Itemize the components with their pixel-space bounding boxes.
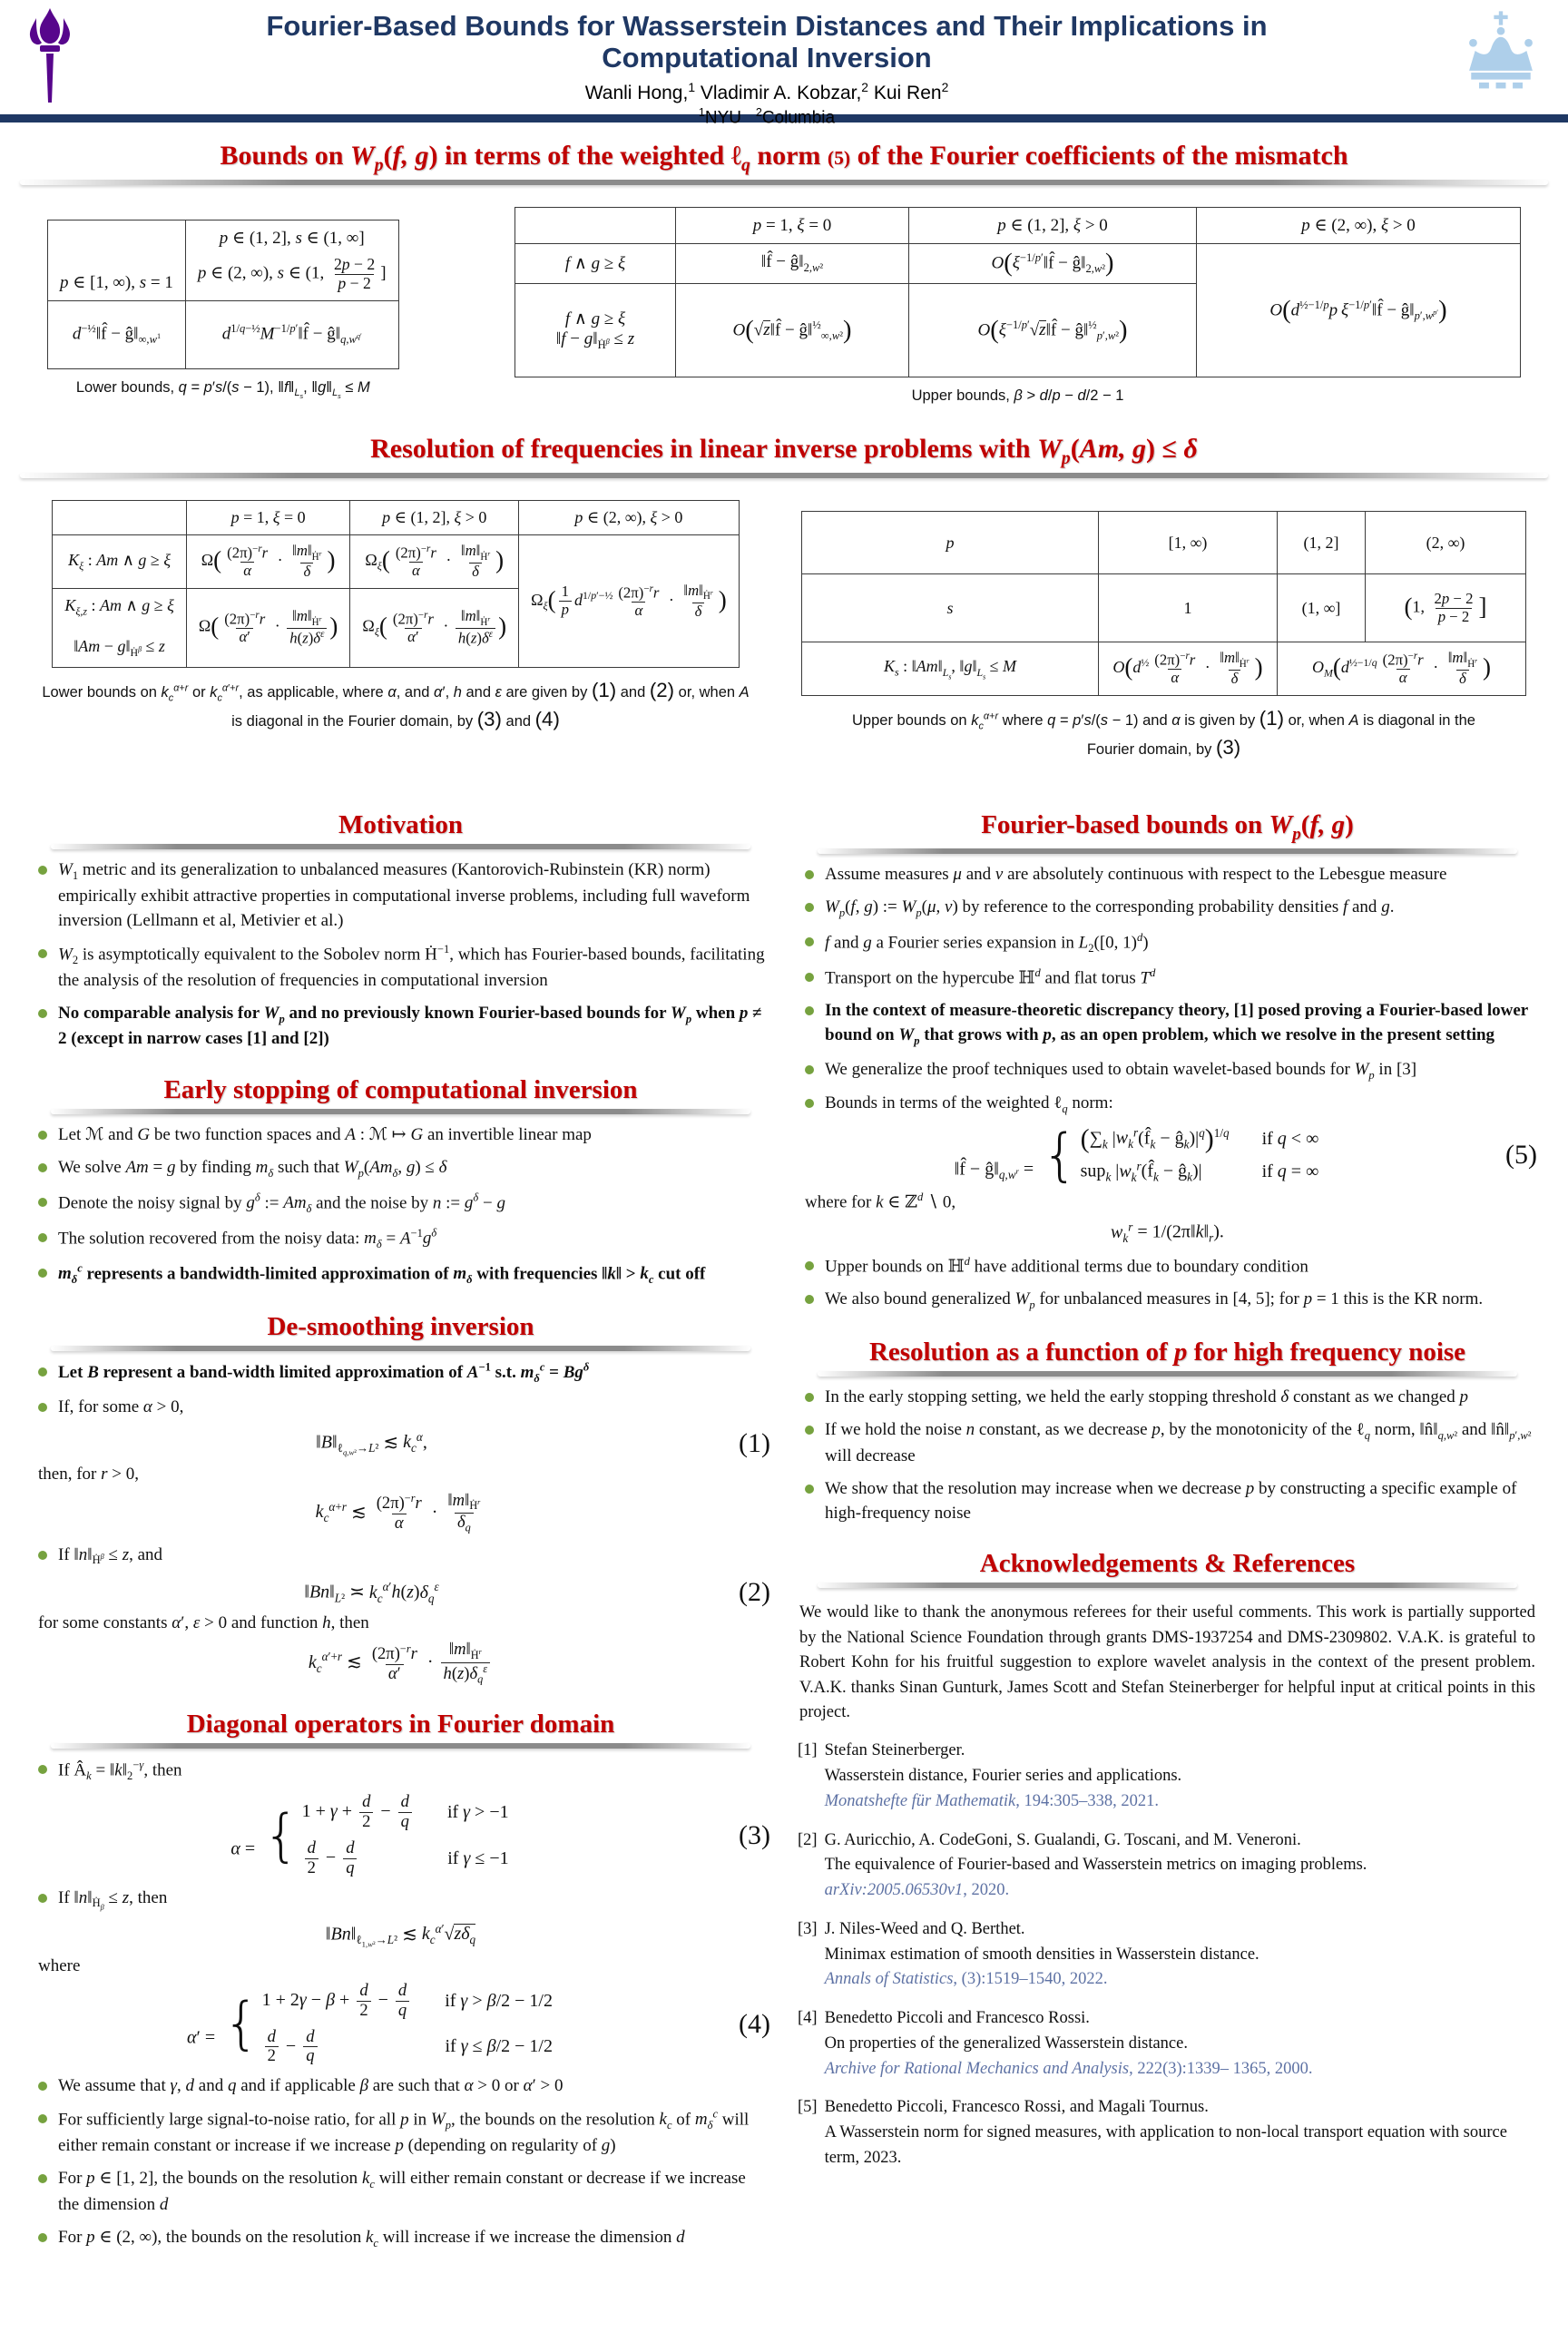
- equation-4: α′ = { 1 + 2γ − β + $\frac{d}{2}$ − $\frac{d}{q}$ if γ > β/2 − 1/2 $\frac{d}{2}$ − $\frac{d}{q}$ if γ ≤ β/2 − 1/2 (4): [187, 1980, 770, 2066]
- poster-title: Fourier-Based Bounds for Wasserstein Distances and Their Implications in Computational Inversion: [266, 10, 1268, 74]
- bullet-icon: [38, 1198, 47, 1207]
- bullet-icon: [805, 1065, 814, 1074]
- list-item: We generalize the proof techniques used to obtain wavelet-based bounds for $W_p$ in [3]: [803, 1058, 1537, 1084]
- list-item: If $‖n‖_{Ḣ_\beta} \le z$, then: [36, 1886, 770, 1914]
- bullet-icon: [38, 2082, 47, 2091]
- resolution-lower-caption: Lower bounds on $k_c^{\alpha+r}$ or $k_c^{\alpha'+r}$, as applicable, where α, and α′, h and ε are given by (1) and (2) or, when A is diagonal in the Fourier domain, by (3) and (4): [42, 678, 750, 731]
- bullet-icon: [805, 1426, 814, 1435]
- section-heading-early-stopping: Early stopping of computational inversion: [163, 1075, 638, 1105]
- table-cell: $\Omega_\xi$( $\frac{(2\pi)^{-r}r}{\alpha}$ · $\frac{‖m‖_{Ḣ^r}}{\delta}$ ): [350, 535, 519, 588]
- reference-item: [3] J. Niles-Weed and Q. Berthet. Minimax estimation of smooth densities in Wasserstein distance. Annals of Statistics, (3):1519–1540, 2022.: [798, 1919, 1259, 1989]
- equation-2: $‖Bn‖_{L^2}$ ≍ $k_c^{\alpha'}h(z)\delta_q^\varepsilon$ (2): [304, 1577, 770, 1608]
- weight-definition: $w_k^r$ = $1/(2\pi‖k‖_r)$.: [1111, 1220, 1224, 1246]
- reference-item: [5] Benedetto Piccoli, Francesco Rossi, and Magali Tournus. A Wasserstein norm for signed measures, with application to non-local transport equation with source term, 2023.: [798, 2098, 1507, 2167]
- list-item: If $Â_k$ = $‖k‖_2^{-\gamma}$, then: [36, 1758, 770, 1785]
- bullet-icon: [805, 1295, 814, 1304]
- table-cell: (1, $\frac{2p - 2}{p - 2}$ ]: [1366, 574, 1526, 642]
- table-cell: [515, 208, 676, 244]
- fourier-bullets: [798, 863, 1537, 1118]
- list-item: If $‖n‖_{Ḣ^\beta} \le z$, and: [36, 1544, 770, 1570]
- resolution-lower-table-block: [42, 500, 750, 733]
- section-heading-bounds: Bounds on $W_p(f$, g) in terms of the weighted ℓ$_q$ norm (5) of the Fourier coefficients of the mismatch: [220, 141, 1348, 175]
- sectionB-tables: [0, 500, 1568, 761]
- section-heading-resolution-p: Resolution as a function of p for high frequency noise: [868, 1337, 1466, 1367]
- diagonal-content-3: [31, 2074, 770, 2251]
- divider: [51, 1109, 750, 1114]
- bullet-icon: [38, 1163, 47, 1172]
- section-heading-acknowledgements: Acknowledgements & References: [979, 1549, 1356, 1579]
- upper-bounds-table-block: [514, 207, 1521, 407]
- equation-1b: $k_c^{\alpha+r}$ ≲ $\frac{(2\pi)^{-r}r}{\alpha}$ · $\frac{‖m‖_{Ḣ^r}}{\delta_q}$: [315, 1490, 481, 1534]
- bullet-icon: [38, 866, 47, 875]
- list-item: We solve Am = g by finding $m_\delta$ such that $W_p(Am_\delta$, g) ≤ δ: [36, 1156, 770, 1182]
- left-column: [31, 787, 770, 2259]
- divider: [51, 1346, 750, 1351]
- list-item: Assume measures μ and ν are absolutely continuous with respect to the Lebesgue measure: [803, 863, 1537, 887]
- bullet-icon: [805, 1099, 814, 1108]
- resolution-upper-table: [801, 511, 1526, 695]
- table-cell: p: [802, 512, 1099, 574]
- bullet-icon: [805, 1485, 814, 1494]
- bullet-icon: [805, 1006, 814, 1015]
- table-cell: (2, ∞): [1366, 512, 1526, 574]
- bullet-icon: [805, 1393, 814, 1402]
- table-cell: $\Omega_\xi$( $\frac{(2\pi)^{-r}r}{\alpha'}$ · $\frac{‖m‖_{Ḣ^r}}{h(z)\delta^\varepsilon}$ ): [350, 588, 519, 667]
- header: [0, 0, 1568, 128]
- section-heading-fourier-bounds: Fourier-based bounds on $W_p(f$, g): [981, 810, 1354, 845]
- authors: Wanli Hong,$^1$ Vladimir A. Kobzar,$^2$ Kui Ren$^2$: [584, 80, 949, 104]
- divider: [20, 473, 1548, 478]
- table-cell: f ∧ g ≥ ξ: [515, 244, 676, 284]
- equation-connector: where for k ∈ ℤ$^d$ ∖ 0,: [805, 1191, 956, 1212]
- list-item: $W_2$ is asymptotically equivalent to the Sobolev norm Ḣ$^{-1}$, which has Fourier-based bounds, facilitating the analysis of the resolution of frequencies in computational inversion: [36, 942, 770, 994]
- list-item: No comparable analysis for $W_p$ and no previously known Fourier-based bounds for $W_p$ when p ≠ 2 (except in narrow cases [1] and [2]): [36, 1002, 770, 1053]
- table-cell: O(√z‖f̂ − ĝ‖$^{\frac{1}{2}}_{\infty,w^2}$): [676, 284, 909, 377]
- bullet-icon: [38, 1551, 47, 1560]
- table-cell: $d^{1/q-\frac{1}{2}}M^{-1/p'}‖f̂$ − $ĝ‖_{q,w^{q'}}$: [185, 300, 398, 368]
- list-item: We also bound generalized $W_p$ for unbalanced measures in [4, 5]; for p = 1 this is the KR norm.: [803, 1288, 1537, 1314]
- table-cell: $\Omega_\xi$( $\frac{1}{p}$ $d^{1/p'-\frac{1}{2}}$ $\frac{(2\pi)^{-r}r}{\alpha}$ · $\frac{‖m‖_{Ḣ^r}}{\delta}$ ): [519, 535, 740, 668]
- list-item: Denote the noisy signal by $g^\delta$ := $Am_\delta$ and the noise by n := $g^\delta - g$: [36, 1191, 770, 1218]
- bullet-icon: [38, 1009, 47, 1018]
- upper-bounds-caption: Upper bounds, β > d/p − d/2 − 1: [911, 387, 1124, 405]
- table-cell: $O(d^{\frac{1}{2}-1/p}p$ $\xi^{-1/p'}‖f̂$ − $ĝ‖_{p',w^{p'}}$): [1197, 244, 1521, 377]
- reference-item: [2] G. Auricchio, A. CodeGoni, S. Gualandi, G. Toscani, and M. Veneroni. The equivalence of Fourier-based and Wasserstein metrics on imaging problems. arXiv:2005.06530v1, 2020.: [798, 1830, 1367, 1900]
- bullet-icon: [805, 973, 814, 982]
- bullet-icon: [38, 1367, 47, 1377]
- diagonal-content: [31, 1758, 770, 1785]
- fourier-bullets-2: [798, 1254, 1537, 1314]
- list-item: f and g a Fourier series expansion in $L_2([0$, 1)$^d$): [803, 930, 1537, 957]
- equation-number: (3): [739, 1819, 770, 1850]
- table-cell: 1: [1099, 574, 1278, 642]
- list-item: Upper bounds on ℍ$^d$ have additional terms due to boundary condition: [803, 1254, 1537, 1279]
- section-heading-motivation: Motivation: [338, 810, 463, 840]
- resolution-upper-caption: Upper bounds on $k_c^{\alpha+r}$ where q = p′s/(s − 1) and α is given by (1) or, when A is diagonal in the Fourier domain, by (3): [852, 706, 1475, 760]
- columbia-crown-icon: [1457, 7, 1544, 99]
- reference-item: [1] Stefan Steinerberger. Wasserstein distance, Fourier series and applications. Monatshefte für Mathematik, 194:305–338, 2021.: [798, 1741, 1182, 1810]
- divider: [818, 1583, 1517, 1588]
- acknowledgements-text: We would like to thank the anonymous referees for their useful comments. This work is partially supported by the National Science Foundation through grants DMS-1937254 and DMS-2309802. V.A.K. is grateful to Robert Kohn for his fruitful suggestion to explore wavelet analysis in the context of the present problem. V.A.K. thanks Sinan Gunturk, James Scott and Stefan Steinerberger for helpful input at critical points in this project.: [799, 1603, 1535, 1721]
- divider: [20, 180, 1548, 185]
- list-item: For p ∈ (2, ∞), the bounds on the resolution $k_c$ will increase if we increase the dimension d: [36, 2226, 770, 2252]
- equation-number: (5): [1505, 1140, 1537, 1171]
- table-cell: $O_M(d^{\frac{1}{2}-1/q}$ $\frac{(2\pi)^{-r}r}{\alpha}$ · $\frac{‖m‖_{Ḣ^r}}{\delta}$ ): [1278, 642, 1526, 695]
- bullet-icon: [805, 1261, 814, 1270]
- list-item: Transport on the hypercube ℍ$^d$ and flat torus $T^d$: [803, 965, 1537, 991]
- bullet-icon: [38, 1894, 47, 1903]
- list-item: Let ℳ and G be two function spaces and A : ℳ ↦ G an invertible linear map: [36, 1123, 770, 1148]
- table-cell: $O(\xi^{-1/p'}√z‖f̂$ − ĝ‖$^{\frac{1}{2}}_{p',w^2}$): [909, 284, 1197, 377]
- divider: [818, 1371, 1517, 1377]
- bullet-icon: [38, 1233, 47, 1242]
- table-cell: Ω( $\frac{(2\pi)^{-r}r}{\alpha'}$ · $\frac{‖m‖_{Ḣ^r}}{h(z)\delta^\varepsilon}$ ): [186, 588, 350, 667]
- list-item: We assume that γ, d and q and if applicable β are such that α > 0 or α′ > 0: [36, 2074, 770, 2099]
- bullet-icon: [38, 2233, 47, 2242]
- table-cell: $O(d^{\frac{1}{2}}$ $\frac{(2\pi)^{-r}r}{\alpha}$ · $\frac{‖m‖_{Ḣ^r}}{\delta}$ ): [1099, 642, 1278, 695]
- table-cell: ‖f̂ − $ĝ‖_{2,w^2}$: [676, 244, 909, 284]
- list-item: The solution recovered from the noisy data: $m_\delta = A^{-1}g^\delta$: [36, 1226, 770, 1253]
- nyu-torch-icon: [24, 7, 76, 110]
- references-list: [798, 1739, 1537, 2171]
- table-cell: p = 1, ξ = 0: [186, 501, 350, 535]
- motivation-bullets: [31, 858, 770, 1052]
- section-heading-resolution: Resolution of frequencies in linear inverse problems with $W_p(Am$, g) ≤ δ: [370, 434, 1198, 469]
- bullet-icon: [38, 2174, 47, 2183]
- desmoothing-content-2: [31, 1544, 770, 1570]
- early-stopping-bullets: [31, 1123, 770, 1288]
- bullet-icon: [38, 1765, 47, 1774]
- list-item: $W_p(f$, g) := $W_p(\mu$, ν) by reference to the corresponding probability densities f and g.: [803, 896, 1537, 922]
- equation-connector: for some constants α′, ε > 0 and function h, then: [38, 1613, 369, 1633]
- divider: [51, 1743, 750, 1749]
- table-cell: p ∈ (1, 2], s ∈ (1, ∞] p ∈ (2, ∞), s ∈ (1, $\frac{2p - 2}{p - 2}$ ]: [185, 220, 398, 301]
- bullet-icon: [38, 949, 47, 958]
- table-cell: $K_s$ : $‖Am‖_{L_s}$, $‖g‖_{L_s} \le M$: [802, 642, 1099, 695]
- table-cell: p ∈ (1, 2], ξ > 0: [350, 501, 519, 535]
- list-item: Let B represent a band-width limited approximation of $A^{-1}$ s.t. $m_\delta^c = Bg^\delta$: [36, 1360, 770, 1387]
- list-item: In the early stopping setting, we held the early stopping threshold δ constant as we changed p: [803, 1386, 1537, 1410]
- desmoothing-content: [31, 1360, 770, 1420]
- divider: [51, 844, 750, 849]
- reference-item: [4] Benedetto Piccoli and Francesco Rossi. On properties of the generalized Wasserstein distance. Archive for Rational Mechanics and Analysis, 222(3):1339– 1365, 2000.: [798, 2009, 1313, 2078]
- table-cell: $d^{-\frac{1}{2}}‖f̂$ − $ĝ‖_{\infty,w^1}$: [48, 300, 186, 368]
- table-cell: p ∈ [1, ∞), s = 1: [48, 220, 186, 301]
- bullet-icon: [38, 1403, 47, 1412]
- table-cell: $K_\xi$ : Am ∧ g ≥ ξ: [53, 535, 187, 588]
- bullet-icon: [38, 1131, 47, 1140]
- table-cell: $O(\xi^{-1/p'}‖f̂$ − $ĝ‖_{2,w^2}$): [909, 244, 1197, 284]
- equation-1: $‖B‖_{\ell_{q,w^2}\to L^2}$ ≲ $k_c^\alpha$, (1): [316, 1427, 770, 1458]
- table-cell: p ∈ (2, ∞), ξ > 0: [1197, 208, 1521, 244]
- affiliations: $^1$NYU $^2$Columbia: [698, 106, 836, 128]
- equation-connector: then, for r > 0,: [38, 1464, 139, 1484]
- sectionA-tables: [0, 207, 1568, 407]
- bullet-icon: [38, 1269, 47, 1278]
- table-cell: $K_{\xi,z}$ : Am ∧ g ≥ ξ ‖Am − $g‖_{Ḣ^\beta} \le z$: [53, 588, 187, 667]
- lower-bounds-table: [47, 220, 399, 369]
- equation-number: (2): [739, 1577, 770, 1608]
- table-cell: [1, ∞): [1099, 512, 1278, 574]
- table-cell: p ∈ (1, 2], ξ > 0: [909, 208, 1197, 244]
- list-item: For sufficiently large signal-to-noise ratio, for all p in $W_p$, the bounds on the resolution $k_c$ of $m_\delta^c$ will either remain constant or increase if we increase p (depending on regularity of g): [36, 2107, 770, 2159]
- section-heading-diagonal: Diagonal operators in Fourier domain: [186, 1710, 615, 1740]
- section-heading-desmoothing: De-smoothing inversion: [267, 1311, 534, 1341]
- bullet-icon: [805, 870, 814, 879]
- diagonal-content-2: [31, 1886, 770, 1914]
- list-item: In the context of measure-theoretic discrepancy theory, [1] posed proving a Fourier-based lower bound on $W_p$ that grows with p, as an open problem, which we resolve in the present setting: [803, 999, 1537, 1050]
- table-cell: (1, 2]: [1278, 512, 1366, 574]
- bullet-icon: [805, 903, 814, 912]
- list-item: We show that the resolution may increase when we decrease p by constructing a specific example of high-frequency noise: [803, 1477, 1537, 1526]
- bullet-icon: [38, 2114, 47, 2123]
- right-column: [798, 787, 1537, 2184]
- list-item: $m_\delta^c$ represents a bandwidth-limited approximation of $m_\delta$ with frequencies ‖k‖ > $k_c$ cut off: [36, 1261, 770, 1289]
- table-cell: p = 1, ξ = 0: [676, 208, 909, 244]
- equation-3: α = { 1 + γ + $\frac{d}{2}$ − $\frac{d}{q}$ if γ > −1 $\frac{d}{2}$ − $\frac{d}{q}$ if γ ≤ −1 (3): [230, 1792, 770, 1877]
- equation-5: ‖f̂ − $ĝ‖_{q,w^r}$ = { ($\sum_k$ $|w_k^r(f̂_k$ − $ĝ_k)|^q)^{1/q}$ if q < ∞ sup$_k$ $|w_k^r(f̂_k$ − $ĝ_k)|$ if q = ∞ (5): [954, 1122, 1537, 1189]
- table-cell: (1, ∞]: [1278, 574, 1366, 642]
- resolution-lower-table: [52, 500, 739, 668]
- list-item: For p ∈ [1, 2], the bounds on the resolution $k_c$ will either remain constant or decrease if we increase the dimension d: [36, 2167, 770, 2218]
- list-item: If we hold the noise n constant, as we decrease p, by the monotonicity of the ℓ$_q$ norm, $‖n̂‖_{q,w^2}$ and $‖n̂‖_{p',w^2}$ will decrease: [803, 1418, 1537, 1469]
- equation-number: (1): [739, 1427, 770, 1458]
- table-cell: f ∧ g ≥ ξ ‖f − $g‖_{Ḣ^\beta} \le z$: [515, 284, 676, 377]
- upper-bounds-table: [514, 207, 1521, 377]
- lower-bounds-table-block: [47, 207, 399, 401]
- equation-connector: where: [38, 1955, 81, 1975]
- table-cell: Ω( $\frac{(2\pi)^{-r}r}{\alpha}$ · $\frac{‖m‖_{Ḣ^r}}{\delta}$ ): [186, 535, 350, 588]
- equation-number: (4): [739, 2008, 770, 2039]
- list-item: Bounds in terms of the weighted ℓ$_q$ norm:: [803, 1092, 1537, 1118]
- table-cell: s: [802, 574, 1099, 642]
- list-item: If, for some α > 0,: [36, 1396, 770, 1420]
- equation-2b: $k_c^{\alpha'+r}$ ≲ $\frac{(2\pi)^{-r}r}{\alpha'}$ · $‖m‖_{Ḣ^r}$ $h(z)\delta_q^\varepsilon$: [31, 1641, 770, 1686]
- resolution-upper-table-block: [801, 500, 1526, 761]
- bullet-icon: [805, 937, 814, 946]
- list-item: $W_1$ metric and its generalization to unbalanced measures (Kantorovich-Rubinstein (KR) norm) empirically exhibit attractive properties in computational inverse problems, including full waveform inversion (Lellmann et al, Metivier et al.): [36, 858, 770, 934]
- resolution-p-bullets: [798, 1386, 1537, 1525]
- equation-4a: $‖Bn‖_{\ell_{1,w^2}\to L^2}$ ≲ $k_c^{\alpha'}√z\delta_q$: [325, 1921, 476, 1949]
- lower-bounds-caption: Lower bounds, q = p′s/(s − 1), $‖f‖_{L_s}$, $‖g‖_{L_s} \le M$: [75, 378, 370, 401]
- divider: [818, 848, 1517, 854]
- table-cell: [53, 501, 187, 535]
- table-cell: p ∈ (2, ∞), ξ > 0: [519, 501, 740, 535]
